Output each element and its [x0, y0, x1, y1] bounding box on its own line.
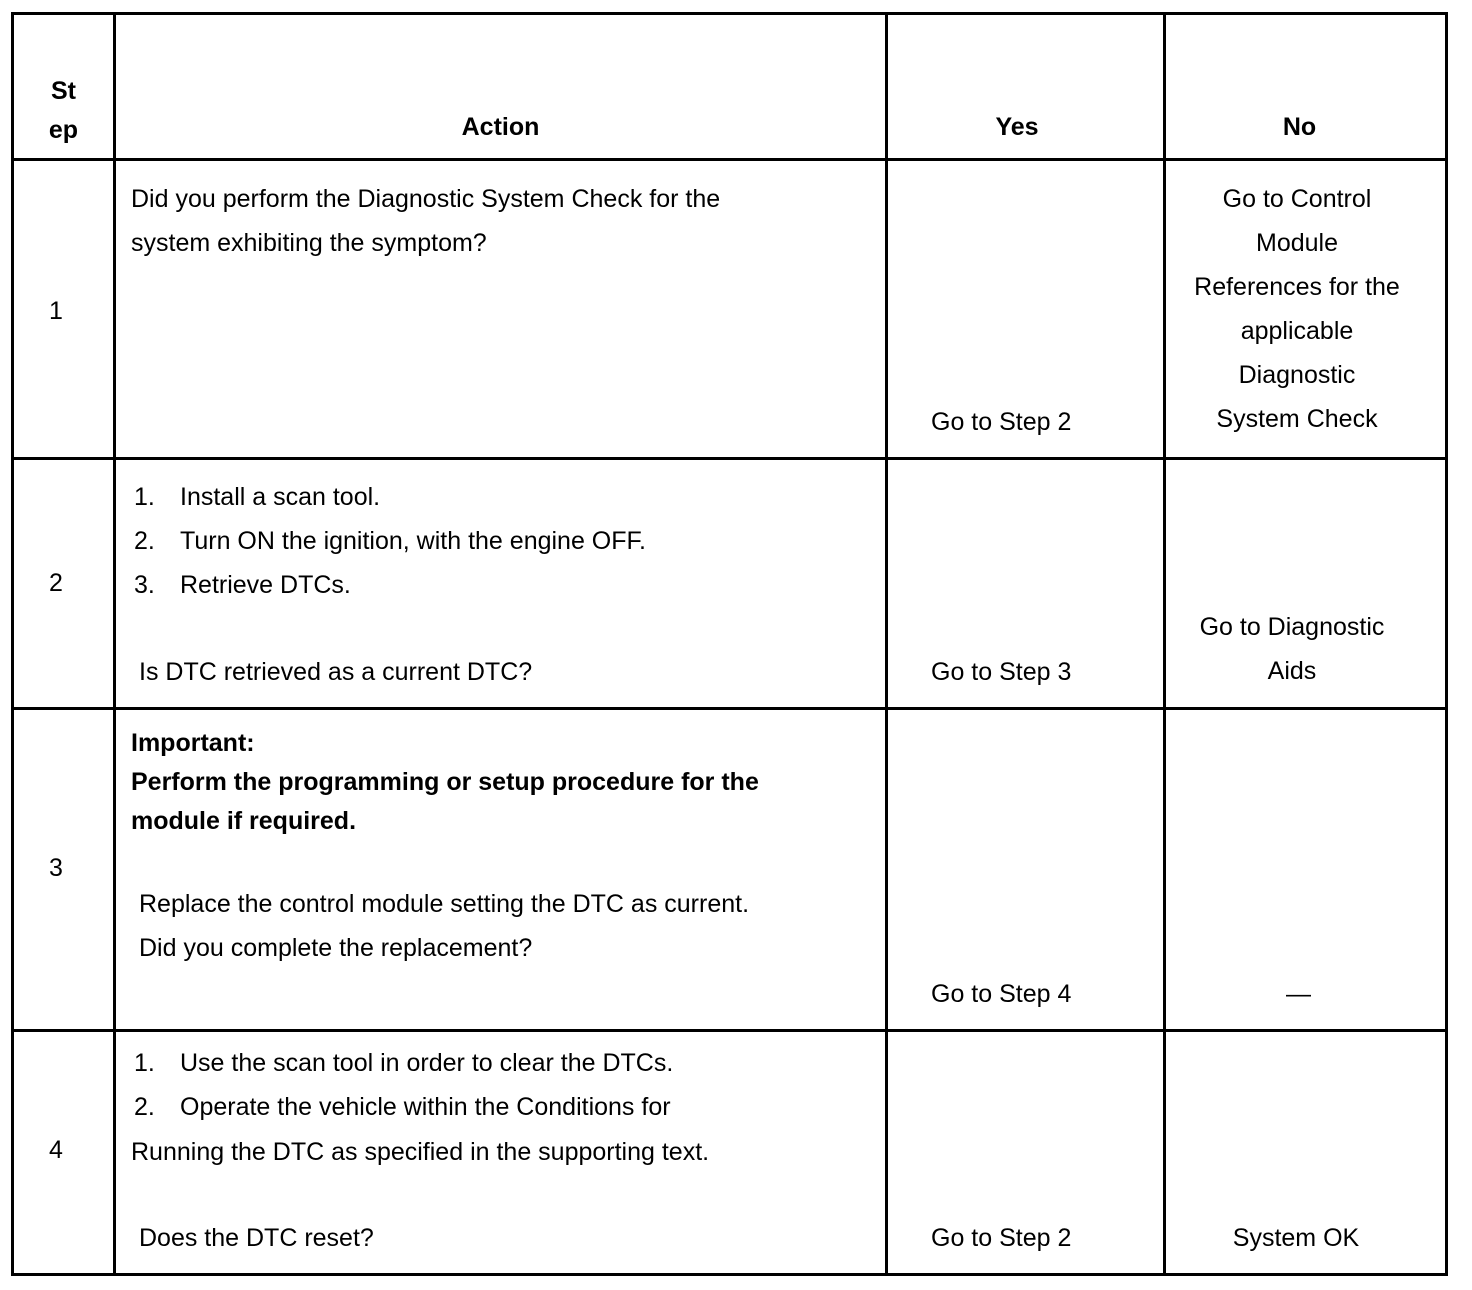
action-list-item [134, 563, 646, 607]
yes-result: Go to Step 2 [931, 1224, 1072, 1252]
header-step-line-1: St [51, 77, 76, 105]
list-text: Operate the vehicle within the Conditions for [180, 1093, 671, 1121]
action-list [134, 475, 646, 607]
list-text: Use the scan tool in order to clear the DTCs. [180, 1049, 674, 1077]
no-line: System Check [1216, 405, 1378, 433]
list-text: Install a scan tool. [180, 483, 381, 511]
no-result: System OK [1232, 1224, 1360, 1252]
header-action: Action [461, 113, 540, 141]
column-divider-action [885, 12, 888, 1276]
important-note [131, 724, 759, 841]
important-line: module if required. [131, 807, 357, 835]
action-line: Replace the control module setting the DTC as current. [139, 890, 750, 918]
important-label: Important: [131, 729, 255, 757]
action-text [139, 882, 749, 970]
no-line: applicable [1240, 317, 1354, 345]
list-number: 1. [134, 483, 155, 511]
header-divider [11, 158, 1448, 161]
step-number: 3 [49, 854, 63, 882]
no-result: — [1286, 980, 1311, 1008]
no-line: Diagnostic [1238, 361, 1356, 389]
row-divider-3 [11, 1029, 1448, 1032]
yes-result: Go to Step 2 [931, 408, 1072, 436]
no-line: Go to Diagnostic [1199, 613, 1385, 641]
step-number: 1 [49, 297, 63, 325]
table-border-right [1445, 12, 1448, 1276]
action-line: system exhibiting the symptom? [131, 229, 487, 257]
action-continuation: Running the DTC as specified in the supporting text. [131, 1138, 710, 1166]
list-text: Turn ON the ignition, with the engine OFF. [180, 527, 646, 555]
action-line: Did you complete the replacement? [139, 934, 533, 962]
list-number: 2. [134, 527, 155, 555]
yes-result: Go to Step 3 [931, 658, 1072, 686]
action-list [134, 1041, 673, 1129]
no-line: Aids [1267, 657, 1317, 685]
header-yes: Yes [995, 113, 1039, 141]
column-divider-step [113, 12, 116, 1276]
action-question: Does the DTC reset? [139, 1224, 374, 1252]
table-border-left [11, 12, 14, 1276]
header-no: No [1282, 113, 1317, 141]
step-number: 2 [49, 569, 63, 597]
list-number: 2. [134, 1093, 155, 1121]
action-line: Did you perform the Diagnostic System Check for the [131, 185, 721, 213]
no-result [1166, 177, 1428, 441]
action-list-item [134, 1085, 673, 1129]
action-text [131, 177, 720, 265]
step-number: 4 [49, 1136, 63, 1164]
table-border-bottom [11, 1273, 1448, 1276]
yes-result: Go to Step 4 [931, 980, 1072, 1008]
action-list-item [134, 519, 646, 563]
header-step-line-2: ep [48, 116, 79, 144]
header-step [14, 72, 113, 150]
action-list-item [134, 475, 646, 519]
no-line: Module [1256, 229, 1338, 257]
row-divider-2 [11, 707, 1448, 710]
important-line: Perform the programming or setup procedure for the [131, 768, 759, 796]
no-result [1166, 605, 1418, 693]
action-list-item [134, 1041, 673, 1085]
list-number: 3. [134, 571, 155, 599]
row-divider-1 [11, 457, 1448, 460]
list-number: 1. [134, 1049, 155, 1077]
table-border-top [11, 12, 1448, 15]
no-line: References for the [1194, 273, 1400, 301]
list-text: Retrieve DTCs. [180, 571, 351, 599]
no-line: Go to Control [1222, 185, 1372, 213]
action-question: Is DTC retrieved as a current DTC? [139, 658, 533, 686]
